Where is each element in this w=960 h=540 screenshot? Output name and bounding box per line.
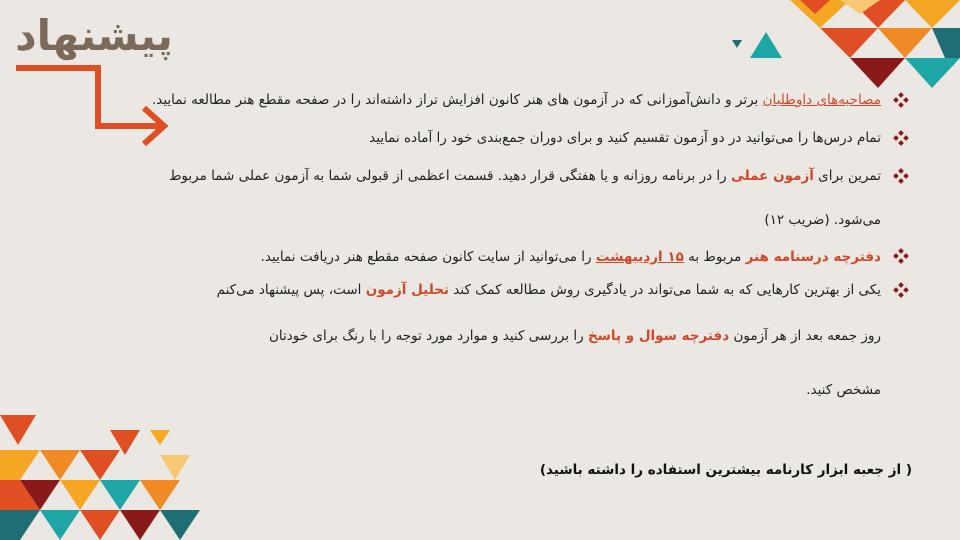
page-title: پیشنهاد <box>15 11 173 60</box>
exam-analysis-text: تحلیل آزمون <box>365 282 450 298</box>
date-link[interactable]: ۱۵ اردیبهشت <box>595 249 684 265</box>
list-item: مصاحبه‌های داوطلبان برتر و دانش‌آموزانی که در آزمون های هنر کانون افزایش تراز داشته‌اند را در صفحه مقطع هنر مطالعه نمایید. <box>150 88 885 112</box>
bullet-list <box>150 86 885 422</box>
list-item: دفترچه درسنامه هنر مربوط به ۱۵ اردیبهشت را می‌توانید از سایت کانون صفحه مقطع هنر دریافت نمایید. <box>150 242 885 272</box>
list-item: یکی از بهترین کارهایی که به شما می‌تواند در یادگیری روش مطالعه کمک کند تحلیل آزمون است، پس پیشنهاد می‌کنم روز جمعه بعد از هر آزمون دفترچه سوال و پاسخ را بررسی کنید و موارد مورد توجه را با رنگ برای خودتان مشخص کنید. <box>150 266 885 422</box>
list-item: تمرین برای آزمون عملی را در برنامه روزانه و یا هفتگی قرار دهید. قسمت اعظمی از قبولی شما به آزمون عملی شما مربوط می‌شود. (ضریب ۱۲) <box>150 154 885 242</box>
final-note: ( از جعبه ابزار کارنامه بیشترین استفاده را داشته باشید) <box>539 462 912 478</box>
bullet-icon <box>893 282 909 298</box>
bullet-icon <box>893 168 909 184</box>
bullet-icon <box>893 248 909 264</box>
qa-booklet-text: دفترچه سوال و پاسخ <box>587 328 730 344</box>
interviews-link[interactable]: مصاحبه‌های داوطلبان <box>762 92 881 108</box>
practical-exam-text: آزمون عملی <box>730 168 814 184</box>
bullet-icon <box>893 92 909 108</box>
bullet-icon <box>893 130 909 146</box>
list-item: تمام درس‌ها را می‌توانید در دو آزمون تقسیم کنید و برای دوران جمع‌بندی خود را آماده نمایید <box>150 126 885 150</box>
art-booklet-text: دفترچه درسنامه هنر <box>745 249 881 265</box>
